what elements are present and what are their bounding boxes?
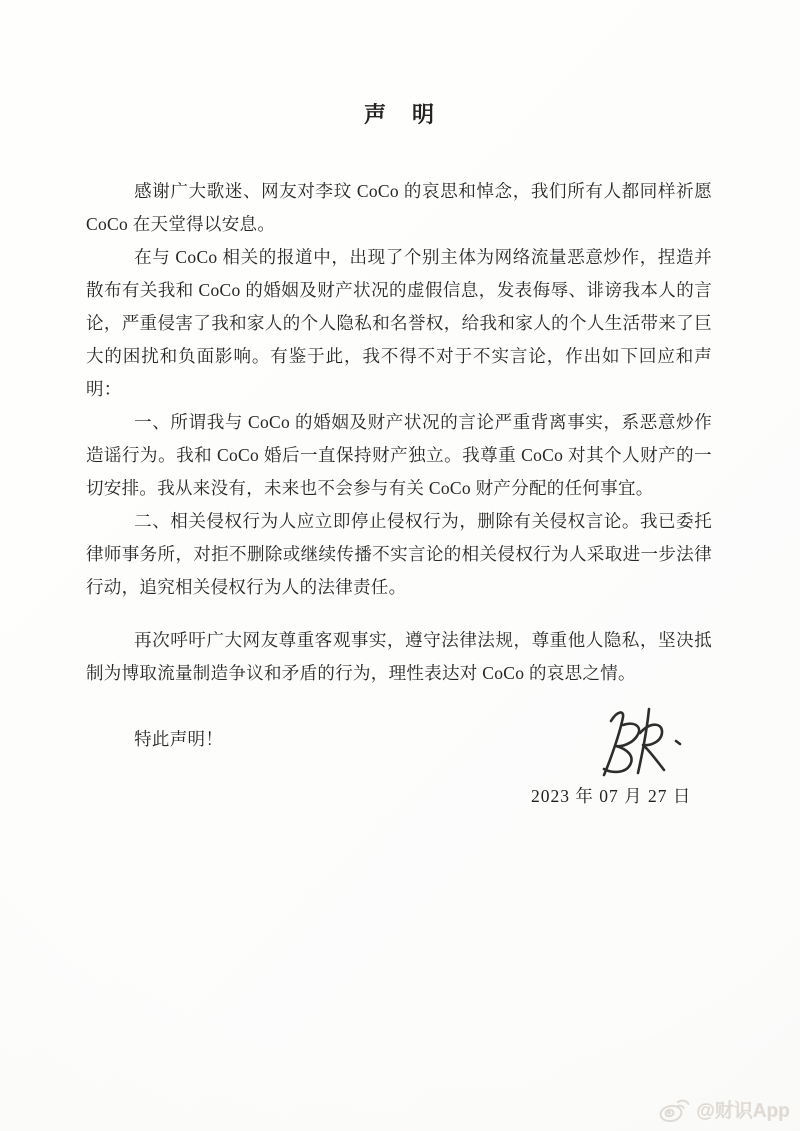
handwritten-signature: [583, 703, 693, 783]
paragraph-appeal: 再次呼吁广大网友尊重客观事实，遵守法律法规，尊重他人隐私，坚决抵制为博取流量制造争议和矛盾的行为，理性表达对 CoCo 的哀思之情。: [86, 630, 712, 683]
document-body: [86, 175, 712, 756]
paragraph-condolence: 感谢广大歌迷、网友对李玟 CoCo 的哀思和悼念，我们所有人都同样祈愿 CoCo 在天堂得以安息。: [86, 181, 712, 234]
closing-statement: 特此声明！: [134, 729, 224, 749]
watermark: [658, 1095, 790, 1123]
date-line: 2023 年 07 月 27 日: [531, 786, 692, 806]
paragraph-background: 在与 CoCo 相关的报道中，出现了个别主体为网络流量恶意炒作，捏造并散布有关我和 CoCo 的婚姻及财产状况的虚假信息，发表侮辱、诽谤我本人的言论，严重侵害了我和家人的个人隐私和名誉权，给我和家人的个人生活带来了巨大的困扰和负面影响。有鉴于此，我不得不对于不实言论，作出如下回应和声明：: [86, 247, 712, 399]
signature-br-icon: [583, 703, 693, 783]
document-title: 声 明: [363, 102, 436, 127]
weibo-icon: [658, 1095, 692, 1123]
watermark-text: @财识App: [696, 1100, 790, 1122]
paragraph-point-1: 一、所谓我与 CoCo 的婚姻及财产状况的言论严重背离事实，系恶意炒作造谣行为。我和 CoCo 婚后一直保持财产独立。我尊重 CoCo 对其个人财产的一切安排。我从来没有，未来也不会参与有关 CoCo 财产分配的任何事宜。: [86, 412, 712, 498]
paragraph-point-2: 二、相关侵权行为人应立即停止侵权行为，删除有关侵权言论。我已委托律师事务所，对拒不删除或继续传播不实言论的相关侵权行为人采取进一步法律行动，追究相关侵权行为人的法律责任。: [86, 511, 712, 597]
